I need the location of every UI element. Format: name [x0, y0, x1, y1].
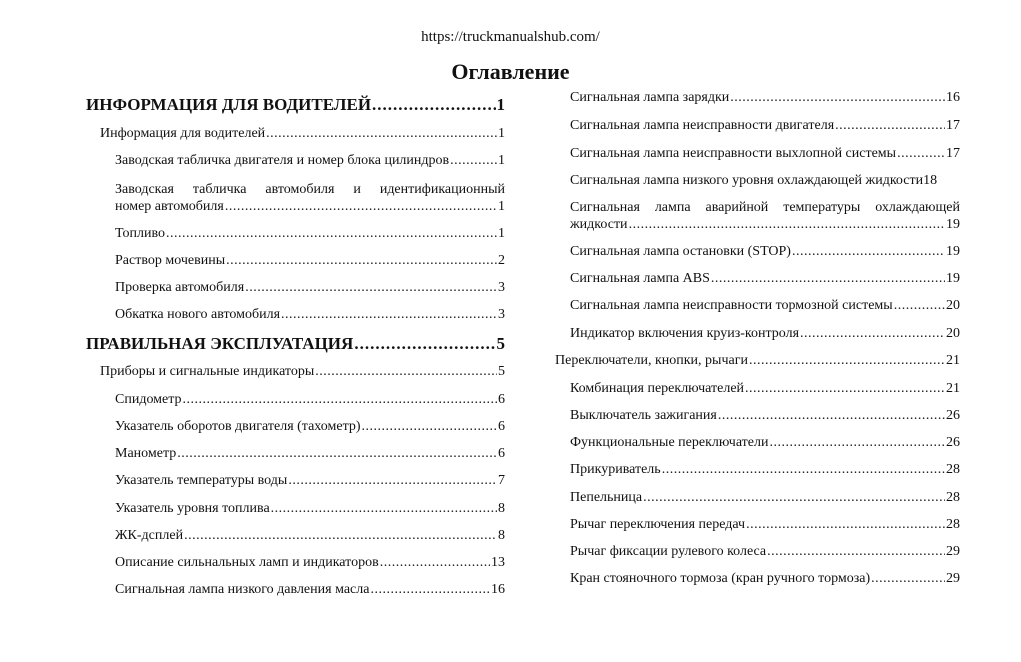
toc-entry[interactable]: Сигнальная лампа неисправности выхлопной системы ..... 17 [570, 145, 960, 163]
toc-entry[interactable]: Указатель температуры воды ..... 7 [115, 472, 505, 490]
toc-entry[interactable]: Указатель уровня топлива ..... 8 [115, 500, 505, 518]
toc-entry[interactable]: Прикуриватель ..... 28 [570, 461, 960, 479]
toc-entry[interactable]: Рычаг переключения передач ..... 28 [570, 516, 960, 534]
toc-entry[interactable]: Пепельница ..... 28 [570, 489, 960, 507]
toc-entry[interactable]: Описание сильнальных ламп и индикаторов ..... 13 [115, 554, 505, 572]
toc-entry[interactable]: Сигнальная лампа низкого уровня охлаждающей жидкости 18 [570, 173, 938, 188]
toc-entry[interactable]: жидкости ..... 19 [570, 216, 960, 234]
toc-entry[interactable]: Манометр ..... 6 [115, 445, 505, 463]
toc-subsection-drivers-info[interactable]: Информация для водителей ..... 1 [100, 125, 505, 143]
toc-entry[interactable]: Раствор мочевины ..... 2 [115, 252, 505, 270]
toc-entry[interactable]: Кран стояночного тормоза (кран ручного тормоза) ..... 29 [570, 570, 960, 588]
toc-entry[interactable]: Сигнальная лампа неисправности двигателя ..... 17 [570, 117, 960, 135]
toc-entry[interactable]: Сигнальная лампа ABS ..... 19 [570, 270, 960, 288]
toc-entry[interactable]: Выключатель зажигания ..... 26 [570, 407, 960, 425]
toc-entry[interactable]: Указатель оборотов двигателя (тахометр) ..... 6 [115, 418, 505, 436]
toc-subsection-instruments[interactable]: Приборы и сигнальные индикаторы ..... 5 [100, 363, 505, 381]
toc-entry[interactable]: Сигнальная лампа зарядки ..... 16 [570, 89, 960, 107]
toc-entry[interactable]: Проверка автомобиля ..... 3 [115, 279, 505, 297]
toc-entry[interactable]: Индикатор включения круиз-контроля ..... 20 [570, 325, 960, 343]
toc-entry[interactable]: ЖК-дсплей ..... 8 [115, 527, 505, 545]
toc-entry[interactable]: номер автомобиля ..... 1 [115, 198, 505, 216]
toc-section-drivers-info[interactable]: ИНФОРМАЦИЯ ДЛЯ ВОДИТЕЛЕЙ ..... 1 [86, 96, 505, 114]
toc-entry[interactable]: Сигнальная лампа неисправности тормозной системы ..... 20 [570, 297, 960, 315]
toc-entry[interactable]: Обкатка нового автомобиля ..... 3 [115, 306, 505, 324]
toc-entry[interactable]: Топливо ..... 1 [115, 225, 505, 243]
toc-entry[interactable]: Спидометр ..... 6 [115, 391, 505, 409]
toc-entry[interactable]: Комбинация переключателей ..... 21 [570, 380, 960, 398]
toc-subsection-switches[interactable]: Переключатели, кнопки, рычаги ..... 21 [555, 352, 960, 370]
source-url[interactable]: https://truckmanualshub.com/ [421, 29, 600, 45]
toc-entry[interactable]: Функциональные переключатели ..... 26 [570, 434, 960, 452]
toc-section-operation[interactable]: ПРАВИЛЬНАЯ ЭКСПЛУАТАЦИЯ ..... 5 [86, 335, 505, 353]
toc-entry-line1: Сигнальная лампа аварийной температуры охлаждающей [570, 200, 960, 215]
toc-entry[interactable]: Сигнальная лампа остановки (STOP) ..... 19 [570, 243, 960, 261]
toc-entry-line1: Заводская табличка автомобиля и идентификационный [115, 182, 505, 197]
toc-entry[interactable]: Заводская табличка двигателя и номер блока цилиндров ..... 1 [115, 152, 505, 170]
toc-entry[interactable]: Рычаг фиксации рулевого колеса ..... 29 [570, 543, 960, 561]
page-title: Оглавление [451, 59, 570, 84]
toc-entry[interactable]: Сигнальная лампа низкого давления масла ..... 16 [115, 581, 505, 599]
